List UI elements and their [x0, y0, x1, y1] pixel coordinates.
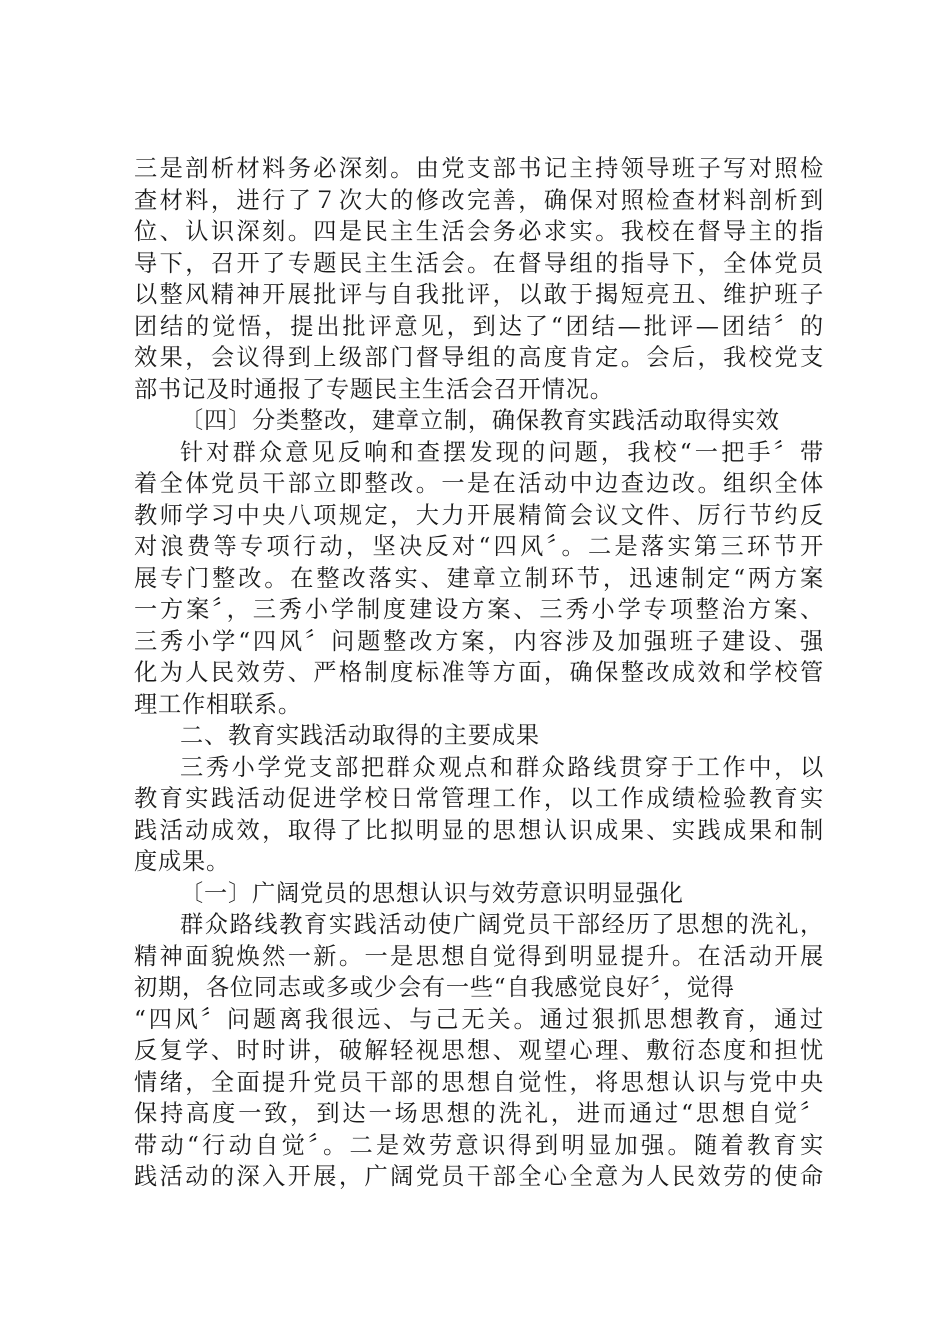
text-line: 三是剖析材料务必深刻。由党支部书记主持领导班子写对照检	[134, 155, 824, 182]
text-line: 对浪费等专项行动，坚决反对“四风〞。二是落实第三环节开	[134, 533, 824, 560]
text-line: 保持高度一致，到达一场思想的洗礼，进而通过“思想自觉〞	[134, 1100, 824, 1127]
text-line: 精神面貌焕然一新。一是思想自觉得到明显提升。在活动开展	[134, 942, 824, 970]
text-line: 位、认识深刻。四是民主生活会务必求实。我校在督导主的指	[134, 218, 824, 245]
text-line: 理工作相联系。	[134, 690, 302, 718]
text-line: 情绪，全面提升党员干部的思想自觉性，将思想认识与党中央	[134, 1068, 824, 1096]
text-line: 〔一〕广阔党员的思想认识与效劳意识明显强化	[180, 879, 684, 907]
text-line: 群众路线教育实践活动使广阔党员干部经历了思想的洗礼，	[180, 911, 824, 938]
text-line: 部书记及时通报了专题民主生活会召开情况。	[134, 375, 614, 403]
text-line: 初期，各位同志或多或少会有一些“自我感觉良好〞，觉得	[134, 974, 735, 1001]
text-line: 导下，召开了专题民主生活会。在督导组的指导下，全体党员	[134, 249, 824, 277]
text-line: 二、教育实践活动取得的主要成果	[180, 722, 540, 749]
document-body	[134, 153, 824, 1193]
text-line: 三秀小学“四风〞问题整改方案，内容涉及加强班子建设、强	[134, 627, 824, 655]
text-line: 践活动成效，取得了比拟明显的思想认识成果、实践成果和制	[134, 816, 824, 844]
text-line: 教师学习中央八项规定，大力开展精简会议文件、厉行节约反	[134, 501, 824, 529]
text-line: 〔四〕分类整改，建章立制，确保教育实践活动取得实效	[180, 407, 780, 434]
text-line: 度成果。	[134, 848, 230, 875]
text-line: 展专门整改。在整改落实、建章立制环节，迅速制定“两方案	[134, 564, 824, 592]
text-line: 一方案〞，三秀小学制度建设方案、三秀小学专项整治方案、	[134, 596, 824, 623]
text-line: 以整风精神开展批评与自我批评，以敢于揭短亮丑、维护班子	[134, 281, 824, 308]
text-line: 着全体党员干部立即整改。一是在活动中边查边改。组织全体	[134, 470, 824, 497]
text-line: 化为人民效劳、严格制度标准等方面，确保整改成效和学校管	[134, 659, 824, 686]
text-line: 查材料，进行了７次大的修改完善，确保对照检查材料剖析到	[134, 186, 824, 214]
text-line: 践活动的深入开展，广阔党员干部全心全意为人民效劳的使命	[134, 1163, 824, 1190]
text-line: 效果，会议得到上级部门督导组的高度肯定。会后，我校党支	[134, 344, 824, 371]
text-line: 三秀小学党支部把群众观点和群众路线贯穿于工作中，以	[180, 753, 824, 781]
text-line: 带动“行动自觉〞。二是效劳意识得到明显加强。随着教育实	[134, 1131, 824, 1159]
text-line: 针对群众意见反响和查摆发现的问题，我校“一把手〞带	[180, 438, 824, 466]
text-line: “四风〞问题离我很远、与己无关。通过狠抓思想教育，通过	[134, 1005, 824, 1033]
text-line: 反复学、时时讲，破解轻视思想、观望心理、敷衍态度和担忧	[134, 1037, 824, 1064]
text-line: 教育实践活动促进学校日常管理工作，以工作成绩检验教育实	[134, 785, 824, 812]
text-line: 团结的觉悟，提出批评意见，到达了“团结—批评—团结〞的	[134, 312, 824, 340]
